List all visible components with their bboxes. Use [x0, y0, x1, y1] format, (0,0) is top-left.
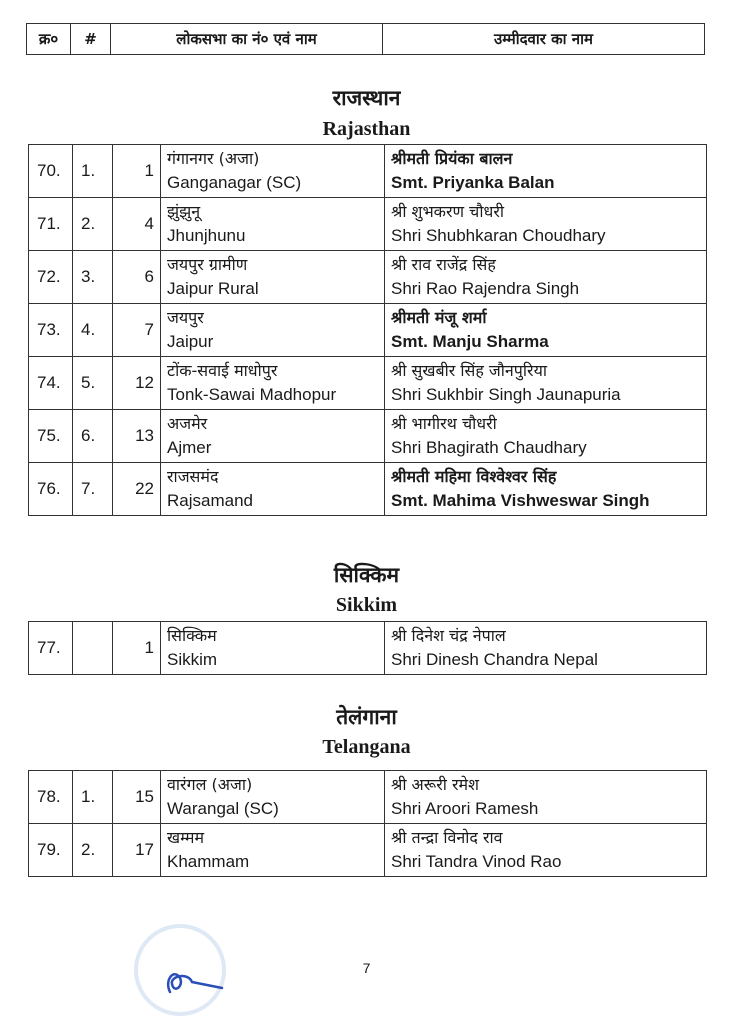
section-title-rajasthan-english: Rajasthan [322, 118, 411, 140]
telangana-candidates-table [28, 770, 707, 877]
candidate-row [29, 304, 707, 357]
constituency-cell [161, 357, 385, 410]
state-index: 2. [73, 824, 113, 877]
constituency-cell [161, 304, 385, 357]
candidate-row [29, 357, 707, 410]
candidate-name-english: Shri Bhagirath Chaudhary [391, 438, 587, 457]
constituency-name-hindi: जयपुर ग्रामीण [167, 255, 248, 274]
constituency-cell [161, 771, 385, 824]
candidate-name-hindi: श्रीमती प्रियंका बालन [391, 149, 513, 168]
header-hash: # [71, 24, 111, 55]
section-title-telangana-english: Telangana [322, 736, 411, 758]
column-header-table [26, 23, 705, 55]
serial-number: 77. [29, 622, 73, 675]
candidate-name-english: Shri Rao Rajendra Singh [391, 279, 580, 298]
constituency-name-hindi: टोंक-सवाई माधोपुर [167, 361, 278, 380]
state-index: 5. [73, 357, 113, 410]
candidate-row [29, 463, 707, 516]
candidate-name-hindi: श्री दिनेश चंद्र नेपाल [391, 626, 506, 645]
constituency-name-hindi: जयपुर [167, 308, 204, 327]
constituency-number: 4 [113, 198, 161, 251]
state-index: 1. [73, 771, 113, 824]
rajasthan-candidates-table [28, 144, 707, 516]
candidate-name-english: Shri Shubhkaran Choudhary [391, 226, 606, 245]
sikkim-candidates-table [28, 621, 707, 675]
candidate-row [29, 198, 707, 251]
serial-number: 75. [29, 410, 73, 463]
candidate-cell [385, 304, 707, 357]
constituency-name-english: Sikkim [167, 650, 218, 669]
constituency-number: 12 [113, 357, 161, 410]
candidate-cell [385, 410, 707, 463]
constituency-cell [161, 251, 385, 304]
constituency-name-english: Ajmer [167, 438, 212, 457]
state-index: 3. [73, 251, 113, 304]
candidate-name-hindi: श्री अरूरी रमेश [391, 775, 479, 794]
serial-number: 74. [29, 357, 73, 410]
page-number: 7 [362, 960, 371, 976]
serial-number: 79. [29, 824, 73, 877]
candidate-row [29, 251, 707, 304]
constituency-name-hindi: खम्मम [167, 828, 205, 847]
constituency-cell [161, 622, 385, 675]
candidate-name-english: Shri Sukhbir Singh Jaunapuria [391, 385, 621, 404]
section-title-telangana-hindi: तेलंगाना [336, 705, 397, 729]
candidate-cell [385, 463, 707, 516]
constituency-cell [161, 824, 385, 877]
constituency-cell [161, 410, 385, 463]
constituency-name-hindi: वारंगल (अजा) [167, 775, 253, 794]
serial-number: 76. [29, 463, 73, 516]
constituency-name-english: Rajsamand [167, 491, 253, 510]
constituency-name-hindi: झुंझुनू [167, 202, 201, 221]
header-row [27, 24, 705, 55]
candidate-name-english: Shri Aroori Ramesh [391, 799, 539, 818]
candidate-name-english: Shri Tandra Vinod Rao [391, 852, 562, 871]
candidate-row [29, 410, 707, 463]
constituency-name-hindi: अजमेर [167, 414, 208, 433]
constituency-name-english: Jhunjhunu [167, 226, 246, 245]
serial-number: 73. [29, 304, 73, 357]
candidate-name-hindi: श्रीमती महिमा विश्वेश्वर सिंह [391, 467, 557, 486]
constituency-number: 15 [113, 771, 161, 824]
candidate-cell [385, 357, 707, 410]
candidate-row [29, 824, 707, 877]
candidate-cell [385, 145, 707, 198]
header-candidate: उम्मीदवार का नाम [383, 24, 705, 55]
constituency-number: 7 [113, 304, 161, 357]
constituency-cell [161, 198, 385, 251]
candidate-cell [385, 824, 707, 877]
constituency-number: 13 [113, 410, 161, 463]
state-index: 2. [73, 198, 113, 251]
header-constituency: लोकसभा का नं० एवं नाम [111, 24, 383, 55]
state-index: 4. [73, 304, 113, 357]
constituency-number: 6 [113, 251, 161, 304]
section-title-sikkim-hindi: सिक्किम [333, 563, 400, 587]
candidate-cell [385, 251, 707, 304]
candidate-name-hindi: श्री राव राजेंद्र सिंह [391, 255, 496, 274]
constituency-number: 1 [113, 622, 161, 675]
candidate-name-english: Smt. Mahima Vishweswar Singh [391, 491, 650, 510]
candidate-row [29, 771, 707, 824]
candidate-cell [385, 622, 707, 675]
constituency-number: 22 [113, 463, 161, 516]
candidate-cell [385, 198, 707, 251]
constituency-number: 17 [113, 824, 161, 877]
candidate-name-english: Smt. Manju Sharma [391, 332, 549, 351]
serial-number: 71. [29, 198, 73, 251]
candidate-name-hindi: श्री भागीरथ चौधरी [391, 414, 497, 433]
constituency-name-english: Tonk-Sawai Madhopur [167, 385, 337, 404]
serial-number: 78. [29, 771, 73, 824]
section-title-sikkim-english: Sikkim [335, 594, 398, 616]
candidate-name-english: Shri Dinesh Chandra Nepal [391, 650, 598, 669]
state-index: 7. [73, 463, 113, 516]
candidate-name-hindi: श्री तन्द्रा विनोद राव [391, 828, 503, 847]
constituency-name-hindi: गंगानगर (अजा) [167, 149, 260, 168]
constituency-name-english: Khammam [167, 852, 250, 871]
header-serial: क्र० [27, 24, 71, 55]
state-index: 6. [73, 410, 113, 463]
serial-number: 70. [29, 145, 73, 198]
candidate-name-english: Smt. Priyanka Balan [391, 173, 555, 192]
state-index [73, 622, 113, 675]
candidate-name-hindi: श्री शुभकरण चौधरी [391, 202, 505, 221]
constituency-name-english: Ganganagar (SC) [167, 173, 302, 192]
candidate-name-hindi: श्रीमती मंजू शर्मा [391, 308, 487, 327]
candidate-row [29, 145, 707, 198]
section-title-rajasthan-hindi: राजस्थान [332, 86, 401, 110]
constituency-name-hindi: राजसमंद [167, 467, 219, 486]
constituency-number: 1 [113, 145, 161, 198]
constituency-name-english: Jaipur [167, 332, 214, 351]
state-index: 1. [73, 145, 113, 198]
candidate-cell [385, 771, 707, 824]
constituency-name-english: Jaipur Rural [167, 279, 259, 298]
constituency-cell [161, 463, 385, 516]
constituency-cell [161, 145, 385, 198]
candidate-name-hindi: श्री सुखबीर सिंह जौनपुरिया [391, 361, 548, 380]
constituency-name-english: Warangal (SC) [167, 799, 279, 818]
serial-number: 72. [29, 251, 73, 304]
constituency-name-hindi: सिक्किम [167, 626, 217, 645]
candidate-row [29, 622, 707, 675]
